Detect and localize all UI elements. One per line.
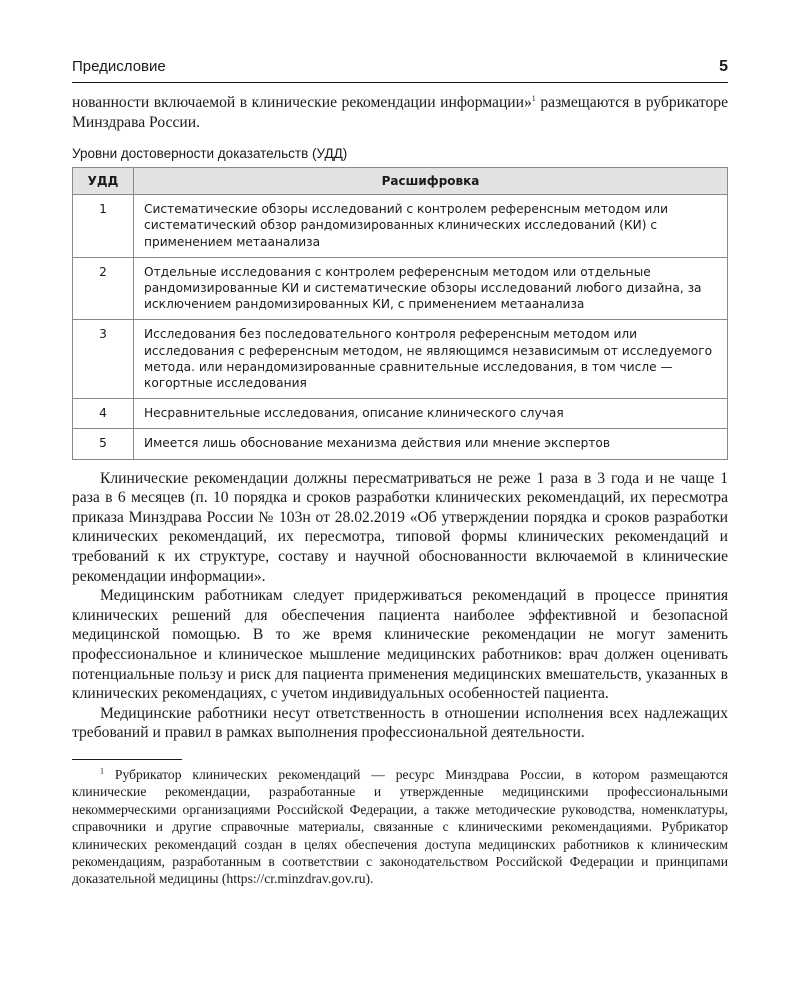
table-header-row [73, 168, 728, 195]
body-text [72, 469, 728, 743]
table-row [73, 320, 728, 399]
page-number: 5 [719, 58, 728, 75]
footnote-reference[interactable]: 1 [531, 93, 536, 103]
running-header [72, 58, 728, 83]
level-cell: 5 [73, 429, 134, 459]
column-header-description: Расшифровка [134, 168, 728, 195]
description-cell: Отдельные исследования с контролем референсным методом или отдельные рандомизированные КИ и систематические обзоры исследований любого дизайна, за исключением рандомизированных КИ, с применением метаанализа [134, 257, 728, 320]
description-cell: Исследования без последовательного контроля референсным методом или исследования с референсным методом, не являющимся независимым от исследуемого метода. или нерандомизированные сравнительные исследования, в том числе — когортные исследования [134, 320, 728, 399]
evidence-levels-table [72, 167, 728, 459]
table-row [73, 399, 728, 429]
column-header-level: УДД [73, 168, 134, 195]
description-cell: Систематические обзоры исследований с контролем референсным методом или систематический обзор рандомизированных клинических исследований (КИ) с применением метаанализа [134, 195, 728, 258]
table-row [73, 195, 728, 258]
footnote-divider [72, 759, 182, 760]
level-cell: 1 [73, 195, 134, 258]
level-cell: 2 [73, 257, 134, 320]
intro-paragraph [72, 93, 728, 132]
paragraph-responsibility: Медицинские работники несут ответственность в отношении исполнения всех надлежащих требований и правил в рамках выполнения профессиональной деятельности. [72, 704, 728, 742]
footnote-text: Рубрикатор клинических рекомендаций — ресурс Минздрава России, в котором размещаются клинические рекомендации, разработанные и утвержденные медицинскими профессиональными некоммерческими организациями Российской Федерации, а также методические руководства, номенклатуры, справочники и другие справочные материалы, связанные с клиническими рекомендациями. Рубрикатор клинических рекомендаций создан в целях обеспечения доступа медицинских работников к клиническим рекомендациям, разработанным в соответствии с законодательством Российской Федерации и принципами доказательной медицины (https://cr.minzdrav.gov.ru). [72, 766, 728, 887]
level-cell: 4 [73, 399, 134, 429]
footnote [72, 766, 728, 888]
description-cell: Несравнительные исследования, описание клинического случая [134, 399, 728, 429]
table-row [73, 257, 728, 320]
intro-text-end: размещаются в рубрикаторе Минздрава России. [72, 94, 728, 131]
paragraph-clinical-decisions: Медицинским работникам следует придерживаться рекомендаций в процессе принятия клинических решений для обеспечения пациента наиболее эффективной и безопасной медицинской помощью. В то же время клинические рекомендации не могут заменить профессиональное и клиническое мышление медицинских работников: врач должен оценивать потенциальные пользу и риск для пациента применения медицинских вмешательств, указанных в клинических рекомендациях, с учетом индивидуальных особенностей пациента. [72, 587, 728, 703]
intro-text-start: нованности включаемой в клинические рекомендации информации» [72, 94, 532, 111]
page [72, 58, 728, 888]
paragraph-revision: Клинические рекомендации должны пересматриваться не реже 1 раза в 3 года и не чаще 1 раза в 6 месяцев (п. 10 порядка и сроков разработки клинических рекомендаций, их пересмотра приказа Минздрава России № 103н от 28.02.2019 «Об утверждении порядка и сроков разработки клинических рекомендаций, их пересмотра, типовой формы клинических рекомендаций и требований к их структуре, составу и научной обоснованности включаемой в клинические рекомендации информации». [72, 469, 728, 585]
description-cell: Имеется лишь обоснование механизма действия или мнение экспертов [134, 429, 728, 459]
table-row [73, 429, 728, 459]
section-title: Предисловие [72, 58, 166, 75]
level-cell: 3 [73, 320, 134, 399]
footnote-marker: 1 [100, 766, 104, 776]
table-caption: Уровни достоверности доказательств (УДД) [72, 146, 348, 162]
